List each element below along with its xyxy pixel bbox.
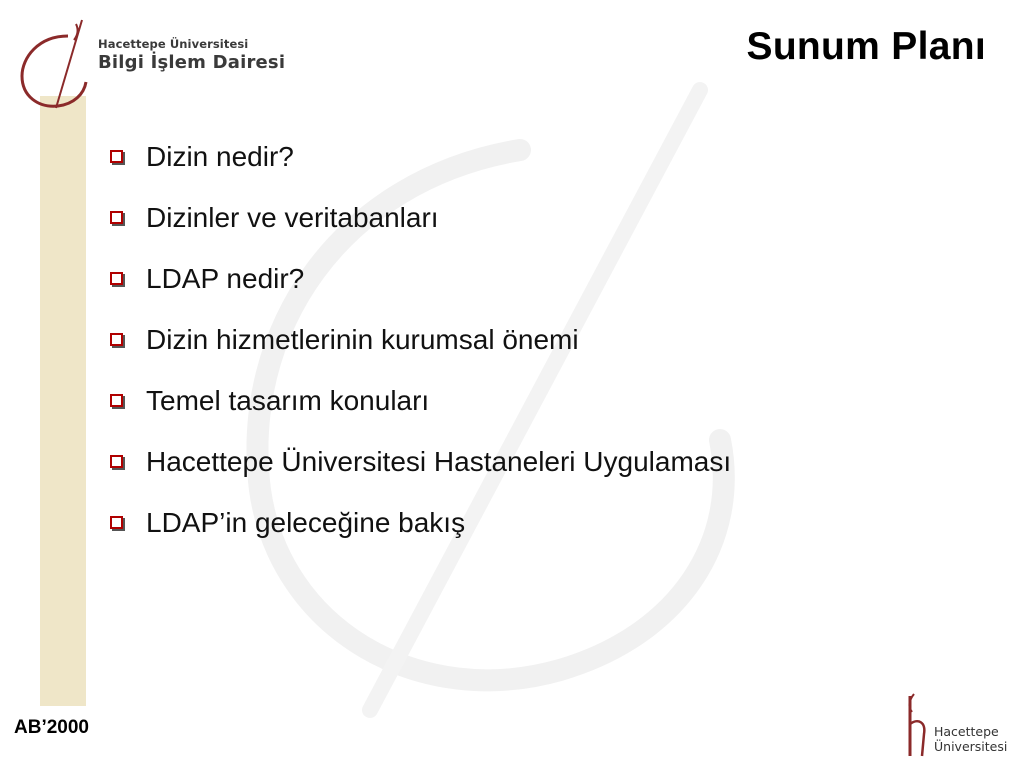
bullet-text: LDAP nedir? xyxy=(146,262,305,294)
bullet-item xyxy=(108,370,731,431)
slide-title: Sunum Planı xyxy=(746,25,986,68)
header-logo-text xyxy=(98,37,285,75)
bullet-text: Hacettepe Üniversitesi Hastaneleri Uygulaması xyxy=(146,445,732,477)
square-bullet-icon xyxy=(110,211,123,224)
bullet-item xyxy=(108,309,731,370)
bullet-item xyxy=(108,431,731,492)
footer-hacettepe-logo-icon xyxy=(896,690,936,760)
header-logo-line2: Bilgi İşlem Dairesi xyxy=(98,52,286,73)
footer-label: AB’2000 xyxy=(14,717,89,738)
bullet-text: Dizinler ve veritabanları xyxy=(146,201,439,233)
bullet-text: Temel tasarım konuları xyxy=(146,384,430,416)
bullet-text: Dizin nedir? xyxy=(146,140,294,172)
footer-logo-text xyxy=(934,724,1007,754)
square-bullet-icon xyxy=(110,394,123,407)
hacettepe-logo-icon xyxy=(16,16,96,112)
bullet-text: Dizin hizmetlerinin kurumsal önemi xyxy=(146,323,579,355)
bullet-text: LDAP’in geleceğine bakış xyxy=(146,506,466,538)
square-bullet-icon xyxy=(110,455,123,468)
left-decorative-strip xyxy=(40,96,86,706)
square-bullet-icon xyxy=(110,516,123,529)
header-logo-line1: Hacettepe Üniversitesi xyxy=(98,37,249,51)
square-bullet-icon xyxy=(110,333,123,346)
bullet-item xyxy=(108,187,731,248)
square-bullet-icon xyxy=(110,272,123,285)
bullet-list xyxy=(108,126,731,553)
bullet-item xyxy=(108,492,731,553)
footer-logo-line2: Üniversitesi xyxy=(934,739,1008,754)
bullet-item xyxy=(108,126,731,187)
footer-logo-line1: Hacettepe xyxy=(934,724,999,739)
square-bullet-icon xyxy=(110,150,123,163)
bullet-item xyxy=(108,248,731,309)
